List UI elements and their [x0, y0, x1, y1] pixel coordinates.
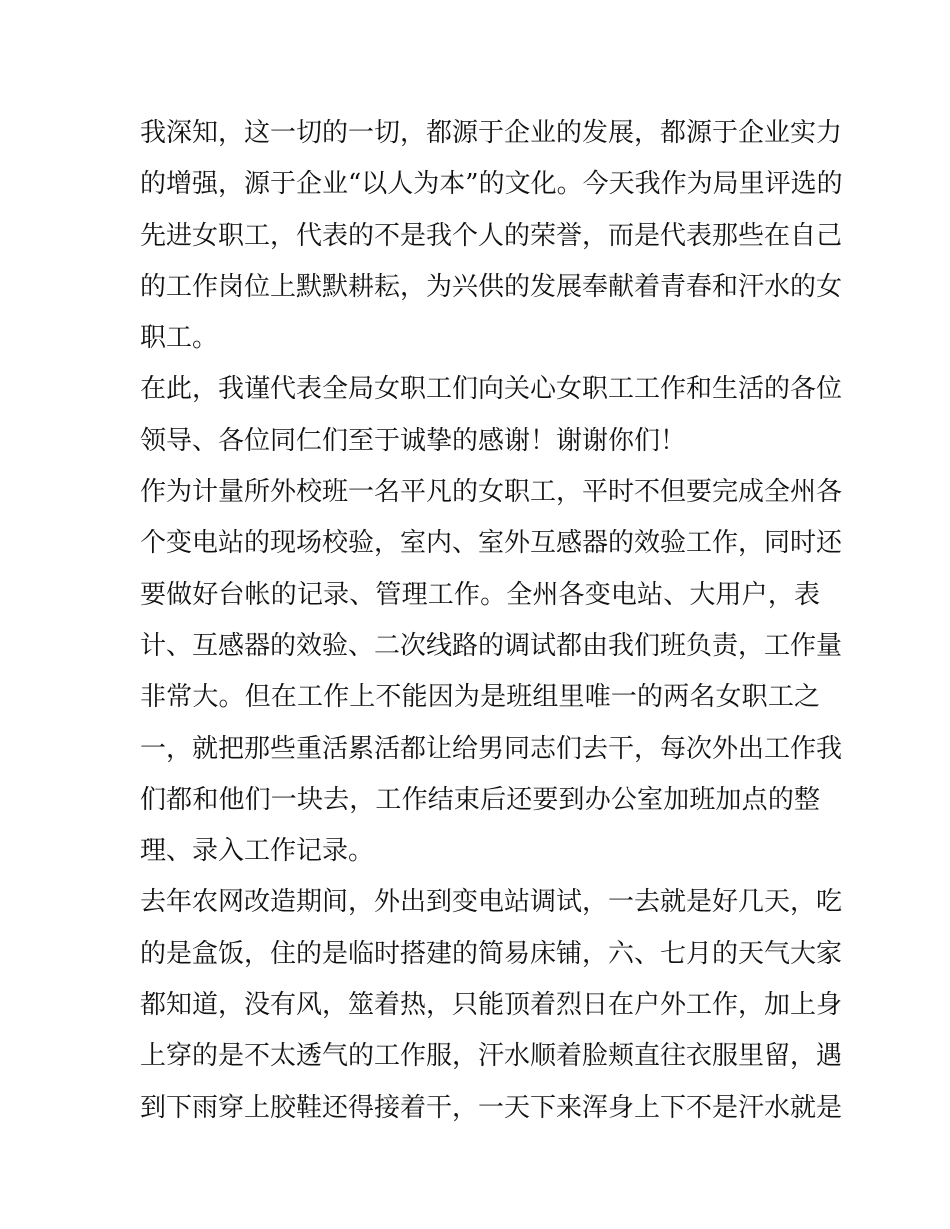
text-line: 非常大。但在工作上不能因为是班组里唯一的两名女职工之 [140, 682, 820, 713]
document-body [140, 108, 843, 1134]
text-line: 职工。 [140, 323, 219, 354]
text-line: 作为计量所外校班一名平凡的女职工，平时不但要完成全州各 [140, 477, 843, 508]
text-line: 都知道，没有风，筮着热，只能顶着烈日在户外工作，加上身 [140, 990, 843, 1021]
text-line: 理、录入工作记录。 [140, 836, 375, 867]
text-line: 去年农网改造期间，外出到变电站调试，一去就是好几天，吃 [140, 887, 843, 918]
text-line: 的工作岗位上默默耕耘，为兴供的发展奉献着青春和汗水的女 [140, 271, 843, 302]
text-line: 一，就把那些重活累活都让给男同志们去干，每次外出工作我 [140, 733, 843, 764]
text-line: 要做好台帐的记录、管理工作。全州各变电站、大用户，表 [140, 579, 820, 610]
paragraph-2 [140, 364, 843, 467]
text-line: 到下雨穿上胶鞋还得接着干，一天下来浑身上下不是汗水就是 [140, 1092, 843, 1123]
text-line: 计、互感器的效验、二次线路的调试都由我们班负责，工作量 [140, 630, 843, 661]
text-line: 先进女职工，代表的不是我个人的荣誉，而是代表那些在自己 [140, 220, 843, 251]
text-line: 我深知，这一切的一切，都源于企业的发展，都源于企业实力 [140, 118, 843, 148]
paragraph-4 [140, 877, 843, 1133]
paragraph-1 [140, 108, 843, 364]
text-line: 的增强，源于企业“以人为本”的文化。今天我作为局里评选的 [140, 169, 843, 200]
text-line: 们都和他们一块去，工作结束后还要到办公室加班加点的整 [140, 784, 820, 815]
text-line: 上穿的是不太透气的工作服，汗水顺着脸颊直往衣服里留，遇 [140, 1041, 843, 1072]
paragraph-3 [140, 467, 843, 877]
text-line: 个变电站的现场校验，室内、室外互感器的效验工作，同时还 [140, 528, 843, 559]
text-line: 在此，我谨代表全局女职工们向关心女职工工作和生活的各位 [140, 374, 843, 405]
text-line: 的是盒饭，住的是临时搭建的简易床铺，六、七月的天气大家 [140, 938, 843, 969]
text-line: 领导、各位同仁们至于诚挚的感谢！谢谢你们！ [140, 425, 687, 456]
